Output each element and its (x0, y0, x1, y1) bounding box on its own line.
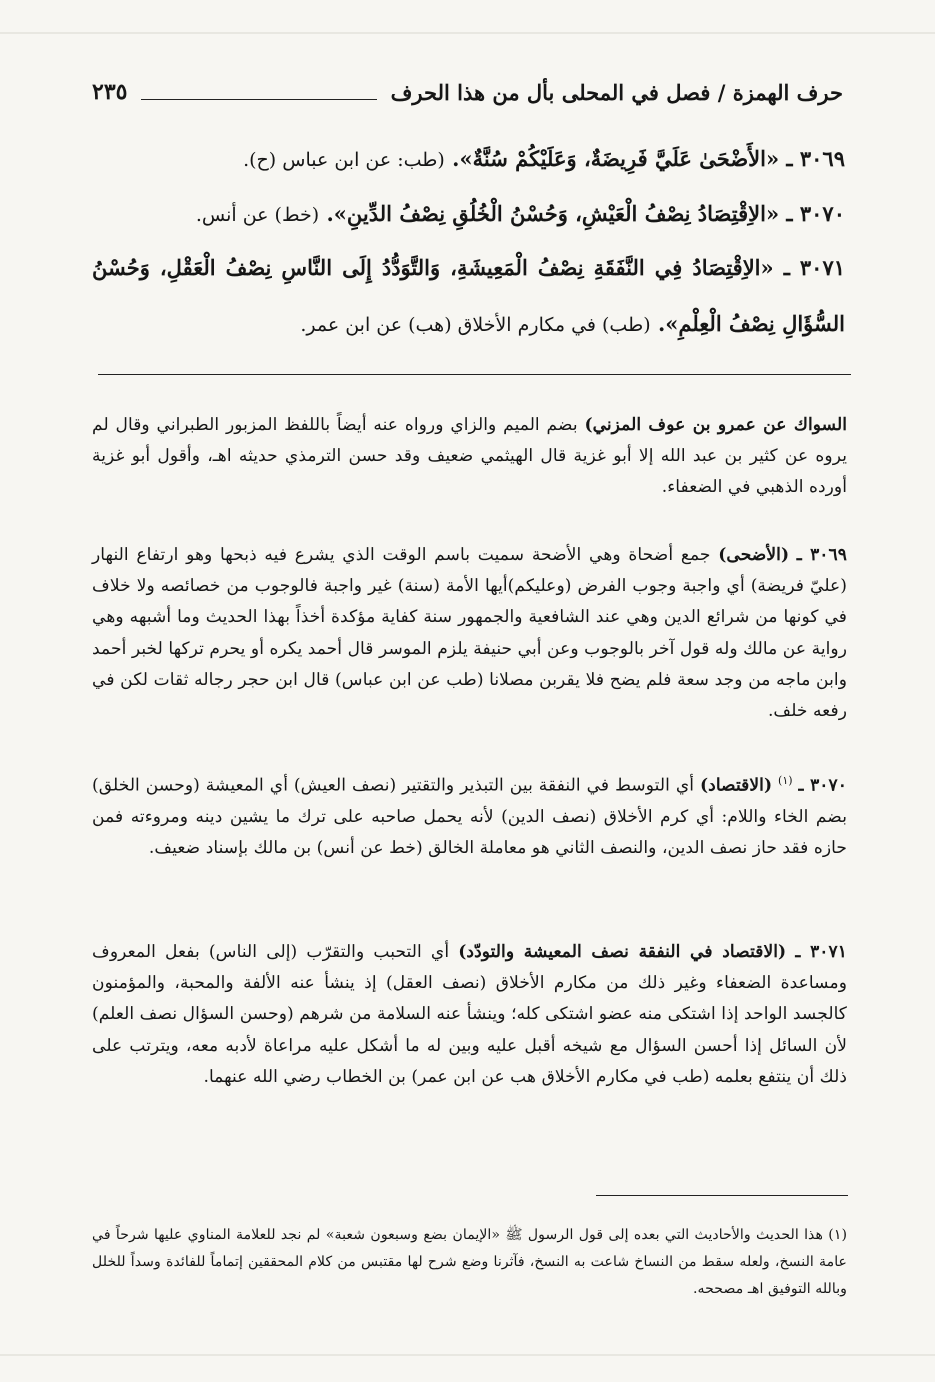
hadith-source: (خط) عن أنس. (195, 204, 320, 226)
page-header (92, 72, 843, 112)
hadith-source: (طب: عن ابن عباس (ح). (243, 149, 445, 171)
commentary-text: أي التحبب والتقرّب (إلى الناس) بفعل المعروف ومساعدة الضعفاء وغير ذلك من مكارم الأخلاق (نصف العقل) إذ ينشأ عنه الألفة والمحبة، والمؤمنون كالجسد الواحد إذا اشتكى منه عضو اشتكى كله؛ وينشأ عنه السلامة من شرهم (وحسن السؤال نصف العلم) لأن السائل إذا أحسن السؤال مع شيخه أقبل عليه وبين له ما أشكل عليه مراعاة لأدبه معه، ويترتب على ذلك أن ينتفع بعلمه (طب في مكارم الأخلاق هب عن ابن عمر) بن الخطاب رضي الله عنهما. (92, 942, 847, 1087)
hadith-number: ٣٠٧١ ـ (783, 255, 846, 280)
text-commentary-divider (98, 374, 851, 375)
page-number: ٢٣٥ (92, 79, 128, 105)
hadith-3071 (92, 240, 845, 353)
footnote-reference: (١) (778, 774, 793, 787)
commentary-3071 (92, 937, 847, 1093)
header-rule (141, 85, 376, 100)
hadith-number: ٣٠٧٠ ـ (786, 201, 845, 226)
footnote: (١) هذا الحديث والأحاديث التي بعده إلى قول الرسول ﷺ «الإيمان بضع وسبعون شعبة» لم نجد للعلامة المناوي عليها شرحاً في عامة النسخ، ولعله سقط من النساخ شاعت به النسخ، فآثرنا وضع شرح لها مقتبس من كلام المحققين إتماماً للفائدة وسداً للخلل وبالله التوفيق اهـ مصححه. (92, 1227, 847, 1297)
commentary-number: ٣٠٦٩ ـ (796, 545, 847, 565)
commentary-number: ٣٠٧٠ ـ (798, 775, 847, 796)
hadith-number: ٣٠٦٩ ـ (786, 146, 845, 171)
hadith-source: (طب) في مكارم الأخلاق (هب) عن ابن عمر. (300, 314, 651, 336)
scan-noise-top (0, 32, 935, 34)
commentary-text: بضم الميم والزاي ورواه عنه أيضاً باللفظ المزبور الطبراني وقال لم يروه عن كثير بن عبد الله إلا أبو غزية قال الهيثمي ضعيف وقد حسن الترمذي حديثه اهـ، وأقول أبو غزية أورده الذهبي في الضعفاء. (92, 415, 847, 498)
commentary-intro (92, 410, 847, 504)
hadith-text: «الاِقْتِصَادُ فِي النَّفَقَةِ نِصْفُ الْمَعِيشَةِ، وَالتَّوَدُّدُ إِلَى النَّاسِ نِصْفُ الْعَقْلِ، وَحُسْنُ السُّؤَالِ نِصْفُ الْعِلْمِ». (92, 255, 845, 336)
commentary-lead: السواك عن عمرو بن عوف المزني) (584, 415, 847, 435)
commentary-lead: (الاقتصاد) (700, 775, 773, 796)
hadith-3069 (92, 131, 845, 188)
commentary-lead: (الاقتصاد في النفقة نصف المعيشة والتودّد) (458, 942, 787, 962)
scan-noise-bottom (0, 1354, 935, 1356)
hadith-text: «الأَضْحَىٰ عَلَيَّ فَرِيضَةٌ، وَعَلَيْكُمْ سُنَّةٌ». (452, 146, 780, 171)
commentary-text: جمع أضحاة وهي الأضحة سميت باسم الوقت الذي يشرع فيه ذبحها وهو ارتفاع النهار (عليّ فريضة) أي واجبة وجوب الفرض (وعليكم)أيها الأمة (سنة) غير واجبة فالوجوب من خصائصه ولا خلاف في كونها من شرائع الدين وهي عند الشافعية والجمهور سنة كفاية مؤكدة أخذاً بهذا الحديث وما أشبهه وهي رواية عن مالك وله قول آخر بالوجوب وعن أبي حنيفة يلزم الموسر قال أحمد يكره أو يحرم تركها لخبر أحمد وابن ماجه من وجد سعة فلم يضح فلا يقربن مصلانا (طب عن ابن عباس) قال ابن حجر رجاله ثقات لكن في رفعه خلف. (92, 545, 847, 722)
commentary-text: أي التوسط في النفقة بين التبذير والتقتير (نصف العيش) أي المعيشة (وحسن الخلق) بضم الخاء واللام: أي كرم الأخلاق (نصف الدين) لأنه يحمل صاحبه على ترك ما يشين دينه ومروءته فمن حازه فقد حاز نصف الدين، والنصف الثاني هو معاملة الخالق (خط عن أنس) بن مالك بإسناد ضعيف. (92, 775, 847, 859)
footnote-divider (596, 1195, 848, 1196)
running-title: حرف الهمزة / فصل في المحلى بأل من هذا الحرف (390, 79, 843, 105)
hadith-3070 (92, 186, 845, 243)
commentary-number: ٣٠٧١ ـ (795, 942, 847, 962)
hadith-text: «الاِقْتِصَادُ نِصْفُ الْعَيْشِ، وَحُسْنُ الْخُلُقِ نِصْفُ الدِّينِ». (326, 201, 780, 226)
commentary-3070 (92, 765, 847, 864)
commentary-3069 (92, 540, 847, 727)
commentary-lead: (الأضحى) (718, 545, 790, 565)
